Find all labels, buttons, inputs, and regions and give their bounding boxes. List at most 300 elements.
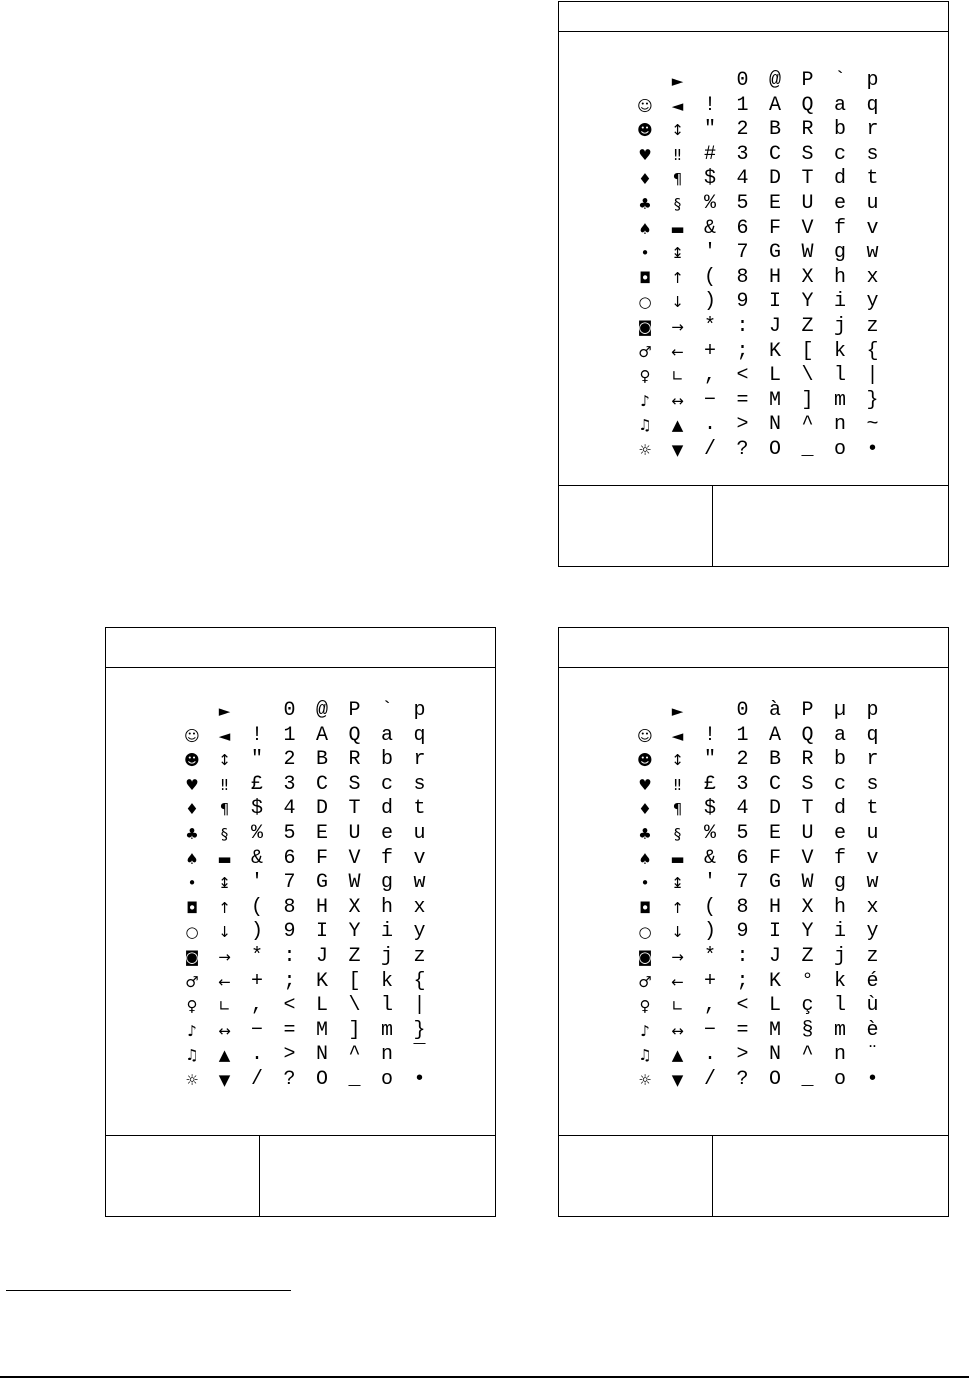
char-cell: g	[380, 871, 393, 895]
char-cell: m	[380, 1018, 393, 1042]
char-cell: C	[315, 772, 328, 796]
char-cell: H	[315, 895, 328, 919]
char-cell: •	[866, 438, 879, 461]
char-cell: ¶	[219, 800, 230, 819]
char-cell: I	[315, 920, 328, 944]
char-cell: ,	[703, 994, 716, 1018]
char-cell: ☺	[637, 726, 653, 745]
char-cell: y	[866, 920, 879, 944]
char-cell: C	[768, 142, 781, 166]
char-cell: f	[380, 846, 393, 870]
char-cell: s	[413, 772, 426, 796]
char-cell: ↨	[671, 874, 684, 893]
char-cell: ☺	[184, 726, 200, 745]
panel-footer	[106, 1135, 495, 1216]
char-cell: L	[768, 364, 781, 388]
char-cell: B	[315, 748, 328, 772]
char-cell: b	[380, 748, 393, 772]
char-cell: d	[833, 797, 846, 821]
char-cell: 1	[283, 723, 296, 747]
char-cell: ☼	[185, 1071, 199, 1089]
char-cell: ♂	[185, 972, 199, 991]
footer-divider	[259, 1136, 260, 1216]
character-grid	[630, 69, 880, 459]
char-cell: ↓	[218, 923, 231, 942]
char-cell: ◙	[637, 948, 653, 966]
char-cell: $	[250, 797, 263, 821]
char-cell: v	[866, 216, 879, 240]
char-cell: c	[833, 772, 846, 796]
char-cell: §	[673, 825, 682, 843]
char-cell: ^	[801, 413, 814, 437]
char-cell: m	[833, 1018, 846, 1042]
char-cell: 5	[736, 822, 749, 845]
char-cell: p	[413, 699, 426, 722]
char-cell: I	[768, 290, 781, 314]
char-cell: ◘	[639, 898, 651, 917]
char-cell: 7	[283, 871, 296, 895]
panel-footer	[559, 485, 948, 566]
char-cell: ↕	[671, 121, 684, 140]
char-cell: D	[315, 797, 328, 821]
char-cell: [	[801, 339, 814, 363]
char-cell: Z	[348, 945, 361, 968]
char-cell: U	[348, 822, 361, 845]
char-cell: v	[413, 846, 426, 870]
char-cell: f	[833, 846, 846, 870]
char-cell: •	[866, 1068, 879, 1091]
char-cell: ▼	[671, 1071, 684, 1089]
char-cell: s	[866, 772, 879, 796]
character-grid	[177, 699, 427, 1089]
char-cell: S	[348, 772, 361, 796]
char-cell: ▲	[218, 1046, 231, 1065]
char-cell: Y	[348, 920, 361, 944]
char-cell: ☺	[637, 96, 653, 115]
char-cell: 1	[736, 723, 749, 747]
charset-panel-top-right	[558, 1, 949, 567]
char-cell: ☼	[638, 1071, 652, 1089]
char-cell: ∟	[218, 997, 231, 1016]
char-cell	[242, 699, 272, 723]
char-cell: D	[768, 167, 781, 191]
char-cell: •	[640, 244, 650, 263]
char-cell: ;	[283, 969, 296, 993]
char-cell: ↕	[671, 751, 684, 770]
char-cell: Q	[801, 93, 814, 117]
char-cell: ▬	[217, 849, 232, 868]
char-cell: ↔	[671, 1021, 684, 1040]
char-cell: O	[768, 438, 781, 461]
char-cell: l	[833, 364, 846, 388]
char-cell: ○	[185, 923, 199, 942]
char-cell: R	[801, 748, 814, 772]
char-cell	[630, 699, 660, 723]
char-cell: 7	[736, 241, 749, 265]
char-cell: )	[250, 920, 263, 944]
char-cell: Z	[801, 315, 814, 338]
char-cell: ^	[348, 1043, 361, 1067]
char-cell: ←	[671, 972, 684, 991]
char-cell: o	[833, 438, 846, 461]
char-cell: J	[315, 945, 328, 968]
char-cell: .	[703, 413, 716, 437]
char-cell: H	[768, 265, 781, 289]
char-cell: ♠	[638, 219, 652, 238]
char-cell: •	[187, 874, 197, 893]
char-cell: ¶	[672, 170, 683, 189]
char-cell: >	[736, 413, 749, 437]
char-cell: 9	[736, 290, 749, 314]
char-cell: ♫	[638, 1046, 652, 1065]
char-cell: è	[866, 1018, 879, 1042]
char-cell: d	[833, 167, 846, 191]
char-cell: 8	[736, 895, 749, 919]
char-cell: M	[768, 1018, 781, 1042]
char-cell: K	[768, 339, 781, 363]
char-cell: ç	[801, 994, 814, 1018]
char-cell: d	[380, 797, 393, 821]
char-cell: v	[866, 846, 879, 870]
char-cell: −	[703, 388, 716, 412]
char-cell: ▲	[671, 416, 684, 435]
char-cell: n	[380, 1043, 393, 1067]
panel-title-row	[559, 2, 948, 32]
char-cell: X	[801, 265, 814, 289]
char-cell: Y	[801, 290, 814, 314]
char-cell: \	[348, 994, 361, 1018]
char-cell: '	[703, 241, 716, 265]
char-cell: w	[413, 871, 426, 895]
char-cell: .	[703, 1043, 716, 1067]
char-cell: •	[413, 1068, 426, 1091]
char-cell: +	[703, 969, 716, 993]
char-cell: K	[768, 969, 781, 993]
char-cell: G	[768, 871, 781, 895]
charset-panel-bottom-right	[558, 627, 949, 1217]
char-cell: O	[768, 1068, 781, 1091]
char-cell: ^	[801, 1043, 814, 1067]
char-cell: n	[833, 413, 846, 437]
char-cell: e	[833, 822, 846, 845]
char-cell: ~	[866, 413, 879, 437]
char-cell: ←	[671, 342, 684, 361]
char-cell: N	[768, 413, 781, 437]
char-cell: M	[315, 1018, 328, 1042]
char-cell: h	[833, 895, 846, 919]
char-cell: ♦	[638, 170, 652, 189]
char-cell: +	[703, 339, 716, 363]
char-cell: z	[866, 315, 879, 338]
char-cell: W	[801, 241, 814, 265]
char-cell: *	[703, 945, 716, 968]
char-cell: ?	[736, 438, 749, 461]
char-cell: u	[866, 192, 879, 215]
char-cell: ,	[703, 364, 716, 388]
char-cell: :	[736, 945, 749, 968]
char-cell: ♥	[185, 775, 199, 794]
char-cell: &	[703, 846, 716, 870]
char-cell: ↓	[671, 923, 684, 942]
char-cell: L	[315, 994, 328, 1018]
char-cell: H	[768, 895, 781, 919]
char-cell: w	[866, 241, 879, 265]
char-cell: ↔	[218, 1021, 231, 1040]
char-cell: 7	[736, 871, 749, 895]
char-cell: <	[736, 994, 749, 1018]
char-cell: ↓	[671, 293, 684, 312]
char-cell: Z	[801, 945, 814, 968]
char-cell: ♪	[640, 391, 650, 410]
char-cell: Y	[801, 920, 814, 944]
char-cell: \	[801, 364, 814, 388]
char-cell: t	[866, 797, 879, 821]
char-cell: 6	[736, 846, 749, 870]
char-cell: =	[283, 1018, 296, 1042]
char-cell: 4	[736, 167, 749, 191]
char-cell: E	[768, 822, 781, 845]
char-cell: ☻	[184, 751, 200, 770]
char-cell: {	[413, 969, 426, 993]
char-cell: G	[315, 871, 328, 895]
char-cell: ▼	[671, 441, 684, 459]
char-cell: j	[833, 315, 846, 338]
char-cell: 0	[736, 699, 749, 722]
char-cell: ☻	[637, 751, 653, 770]
char-cell: c	[380, 772, 393, 796]
char-cell: a	[833, 723, 846, 747]
char-cell: P	[801, 69, 814, 92]
char-cell: −	[250, 1018, 263, 1042]
char-cell: ►	[671, 72, 684, 90]
char-cell: F	[768, 846, 781, 870]
char-cell: k	[380, 969, 393, 993]
char-cell: )	[703, 290, 716, 314]
char-cell: ▬	[670, 219, 685, 238]
char-cell: ↑	[218, 898, 231, 917]
char-cell: 0	[736, 69, 749, 92]
char-cell: O	[315, 1068, 328, 1091]
char-cell: B	[768, 118, 781, 142]
char-cell: >	[736, 1043, 749, 1067]
char-cell: ]	[801, 388, 814, 412]
char-cell: §	[220, 825, 229, 843]
char-cell: !	[703, 93, 716, 117]
char-cell: P	[348, 699, 361, 722]
char-cell: ↔	[671, 391, 684, 410]
char-cell: L	[768, 994, 781, 1018]
char-cell: ↑	[671, 898, 684, 917]
char-cell: A	[315, 723, 328, 747]
char-cell: ○	[638, 923, 652, 942]
char-cell: ◘	[639, 268, 651, 287]
char-cell: t	[413, 797, 426, 821]
char-cell: é	[866, 969, 879, 993]
char-cell: `	[833, 69, 846, 92]
char-cell: ¯	[413, 1043, 426, 1067]
char-cell: 5	[283, 822, 296, 845]
char-cell: *	[703, 315, 716, 338]
char-cell: 1	[736, 93, 749, 117]
char-cell: h	[833, 265, 846, 289]
char-cell: p	[866, 69, 879, 92]
char-cell: /	[703, 438, 716, 461]
char-cell: →	[671, 318, 684, 336]
char-cell: f	[833, 216, 846, 240]
char-cell: "	[703, 118, 716, 142]
char-cell: A	[768, 93, 781, 117]
char-cell: P	[801, 699, 814, 722]
char-cell: A	[768, 723, 781, 747]
char-cell: ♪	[187, 1021, 197, 1040]
char-cell: ♠	[638, 849, 652, 868]
char-cell: ♦	[185, 800, 199, 819]
char-cell: u	[413, 822, 426, 845]
char-cell: V	[801, 216, 814, 240]
char-cell: @	[315, 699, 328, 722]
char-cell: ←	[218, 972, 231, 991]
char-cell: m	[833, 388, 846, 412]
char-cell: J	[768, 945, 781, 968]
char-cell: ♀	[639, 367, 651, 386]
char-cell: W	[348, 871, 361, 895]
char-cell: g	[833, 871, 846, 895]
char-cell: M	[768, 388, 781, 412]
char-cell: &	[250, 846, 263, 870]
char-cell: u	[866, 822, 879, 845]
char-cell: c	[833, 142, 846, 166]
char-cell: S	[801, 772, 814, 796]
footer-divider	[712, 486, 713, 566]
char-cell: (	[703, 265, 716, 289]
char-cell	[695, 699, 725, 723]
char-cell: ◄	[671, 726, 684, 745]
char-cell: w	[866, 871, 879, 895]
char-cell: ☻	[637, 121, 653, 140]
char-cell: i	[833, 290, 846, 314]
char-cell: "	[250, 748, 263, 772]
char-cell: →	[218, 948, 231, 966]
char-cell: ▲	[671, 1046, 684, 1065]
char-cell: ;	[736, 339, 749, 363]
char-cell: n	[833, 1043, 846, 1067]
char-cell: <	[283, 994, 296, 1018]
char-cell: U	[801, 192, 814, 215]
char-cell: z	[866, 945, 879, 968]
char-cell: U	[801, 822, 814, 845]
char-cell: i	[833, 920, 846, 944]
char-cell: ♥	[638, 145, 652, 164]
char-cell: %	[250, 822, 263, 845]
char-cell: ♪	[640, 1021, 650, 1040]
char-cell: ?	[283, 1068, 296, 1091]
char-cell: ►	[671, 702, 684, 720]
char-cell: ◘	[186, 898, 198, 917]
char-cell: T	[348, 797, 361, 821]
char-cell: r	[866, 118, 879, 142]
char-cell: °	[801, 969, 814, 993]
char-cell: 6	[736, 216, 749, 240]
char-cell: §	[673, 195, 682, 213]
char-cell: ∟	[671, 997, 684, 1016]
char-cell: }	[866, 388, 879, 412]
char-cell: R	[348, 748, 361, 772]
char-cell: ▼	[218, 1071, 231, 1089]
char-cell: ♥	[638, 775, 652, 794]
char-cell: 8	[736, 265, 749, 289]
char-cell: y	[866, 290, 879, 314]
char-cell: $	[703, 167, 716, 191]
char-cell: (	[250, 895, 263, 919]
char-cell: ‼	[673, 775, 682, 794]
char-cell: ◙	[637, 318, 653, 336]
char-cell	[695, 69, 725, 93]
char-cell: N	[315, 1043, 328, 1067]
char-cell: F	[768, 216, 781, 240]
char-cell: µ	[833, 699, 846, 722]
char-cell: "	[703, 748, 716, 772]
char-cell: e	[833, 192, 846, 215]
char-cell: →	[671, 948, 684, 966]
char-cell: X	[801, 895, 814, 919]
char-cell: /	[703, 1068, 716, 1091]
char-cell: Q	[348, 723, 361, 747]
char-cell: #	[703, 142, 716, 166]
char-cell: ◄	[218, 726, 231, 745]
char-cell: 2	[736, 118, 749, 142]
char-cell: /	[250, 1068, 263, 1091]
char-cell: *	[250, 945, 263, 968]
char-cell: T	[801, 167, 814, 191]
char-cell: .	[250, 1043, 263, 1067]
char-cell: 3	[736, 142, 749, 166]
char-cell: ∟	[671, 367, 684, 386]
char-cell: l	[380, 994, 393, 1018]
char-cell: o	[380, 1068, 393, 1091]
char-cell: ♣	[638, 825, 652, 843]
char-cell: ♣	[185, 825, 199, 843]
char-cell: ♫	[185, 1046, 199, 1065]
char-cell: r	[866, 748, 879, 772]
char-cell: 5	[736, 192, 749, 215]
char-cell: y	[413, 920, 426, 944]
footer-divider	[712, 1136, 713, 1216]
char-cell: −	[703, 1018, 716, 1042]
char-cell: ♂	[638, 972, 652, 991]
char-cell: !	[703, 723, 716, 747]
charset-panel-bottom-left	[105, 627, 496, 1217]
char-cell: E	[768, 192, 781, 215]
char-cell: s	[866, 142, 879, 166]
char-cell: ;	[736, 969, 749, 993]
char-cell: ‼	[220, 775, 229, 794]
char-cell: <	[736, 364, 749, 388]
char-cell: §	[801, 1018, 814, 1042]
char-cell: ○	[638, 293, 652, 312]
char-cell: e	[380, 822, 393, 845]
char-cell: x	[866, 895, 879, 919]
char-cell: à	[768, 699, 781, 722]
char-cell: ♫	[638, 416, 652, 435]
char-cell: (	[703, 895, 716, 919]
char-cell: ♦	[638, 800, 652, 819]
char-cell: b	[833, 118, 846, 142]
char-cell: q	[866, 93, 879, 117]
char-cell: J	[768, 315, 781, 338]
char-cell: a	[380, 723, 393, 747]
char-cell: x	[866, 265, 879, 289]
char-cell: T	[801, 797, 814, 821]
